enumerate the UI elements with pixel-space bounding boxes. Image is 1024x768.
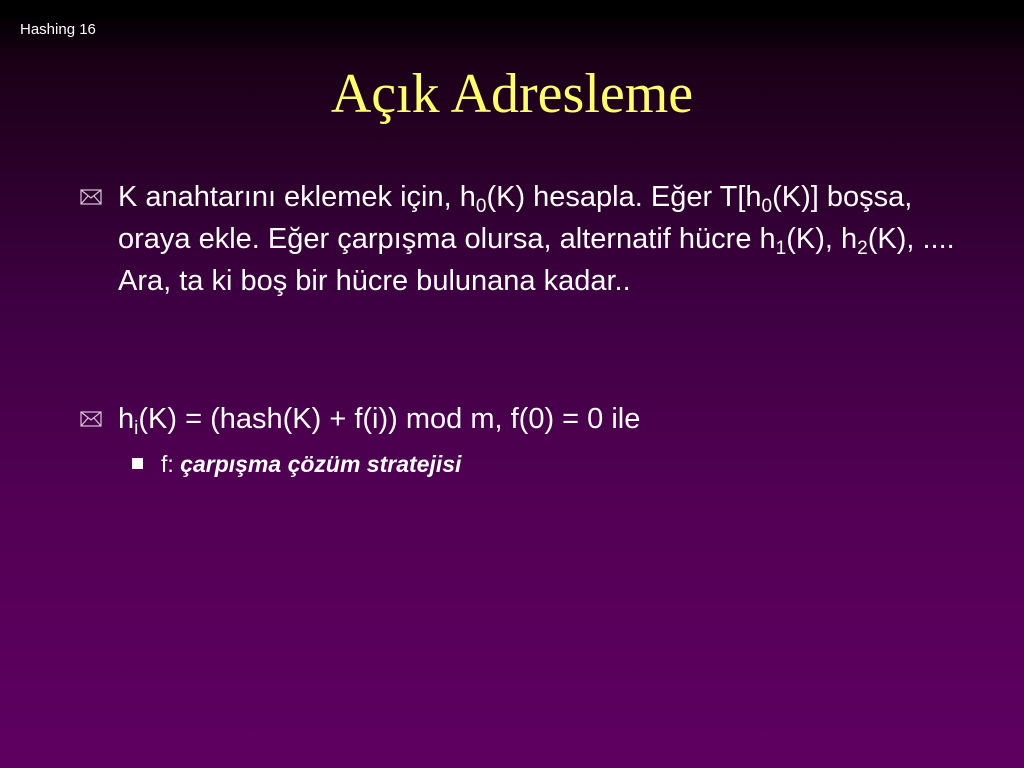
sub-bullet-prefix: f: (161, 451, 181, 477)
sub-bullet-emphasis: çarpışma çözüm stratejisi (180, 451, 462, 477)
bullet-text: K anahtarını eklemek için, $h_0(K)$ hesapla. Eğer $T[h_0(K)]$ boşsa, oraya ekle. Eğer çarpışma olursa, alternatif hücre $h_1(K)$, $h_2(K)$, .... Ara, ta ki boş bir hücre bulunana kadar.. (118, 181, 955, 297)
envelope-icon (80, 189, 102, 205)
bullet-item (80, 398, 960, 440)
slide-label: Hashing 16 (20, 21, 96, 38)
square-bullet-icon (132, 458, 143, 469)
sub-bullet-item (132, 449, 461, 479)
slide-title: Açık Adresleme (330, 63, 694, 125)
envelope-icon (80, 411, 102, 427)
bullet-text: $h_i(K)$ = (hash(K) + f(i)) mod m, f(0) = 0 ile (118, 403, 641, 439)
bullet-item (80, 176, 960, 302)
